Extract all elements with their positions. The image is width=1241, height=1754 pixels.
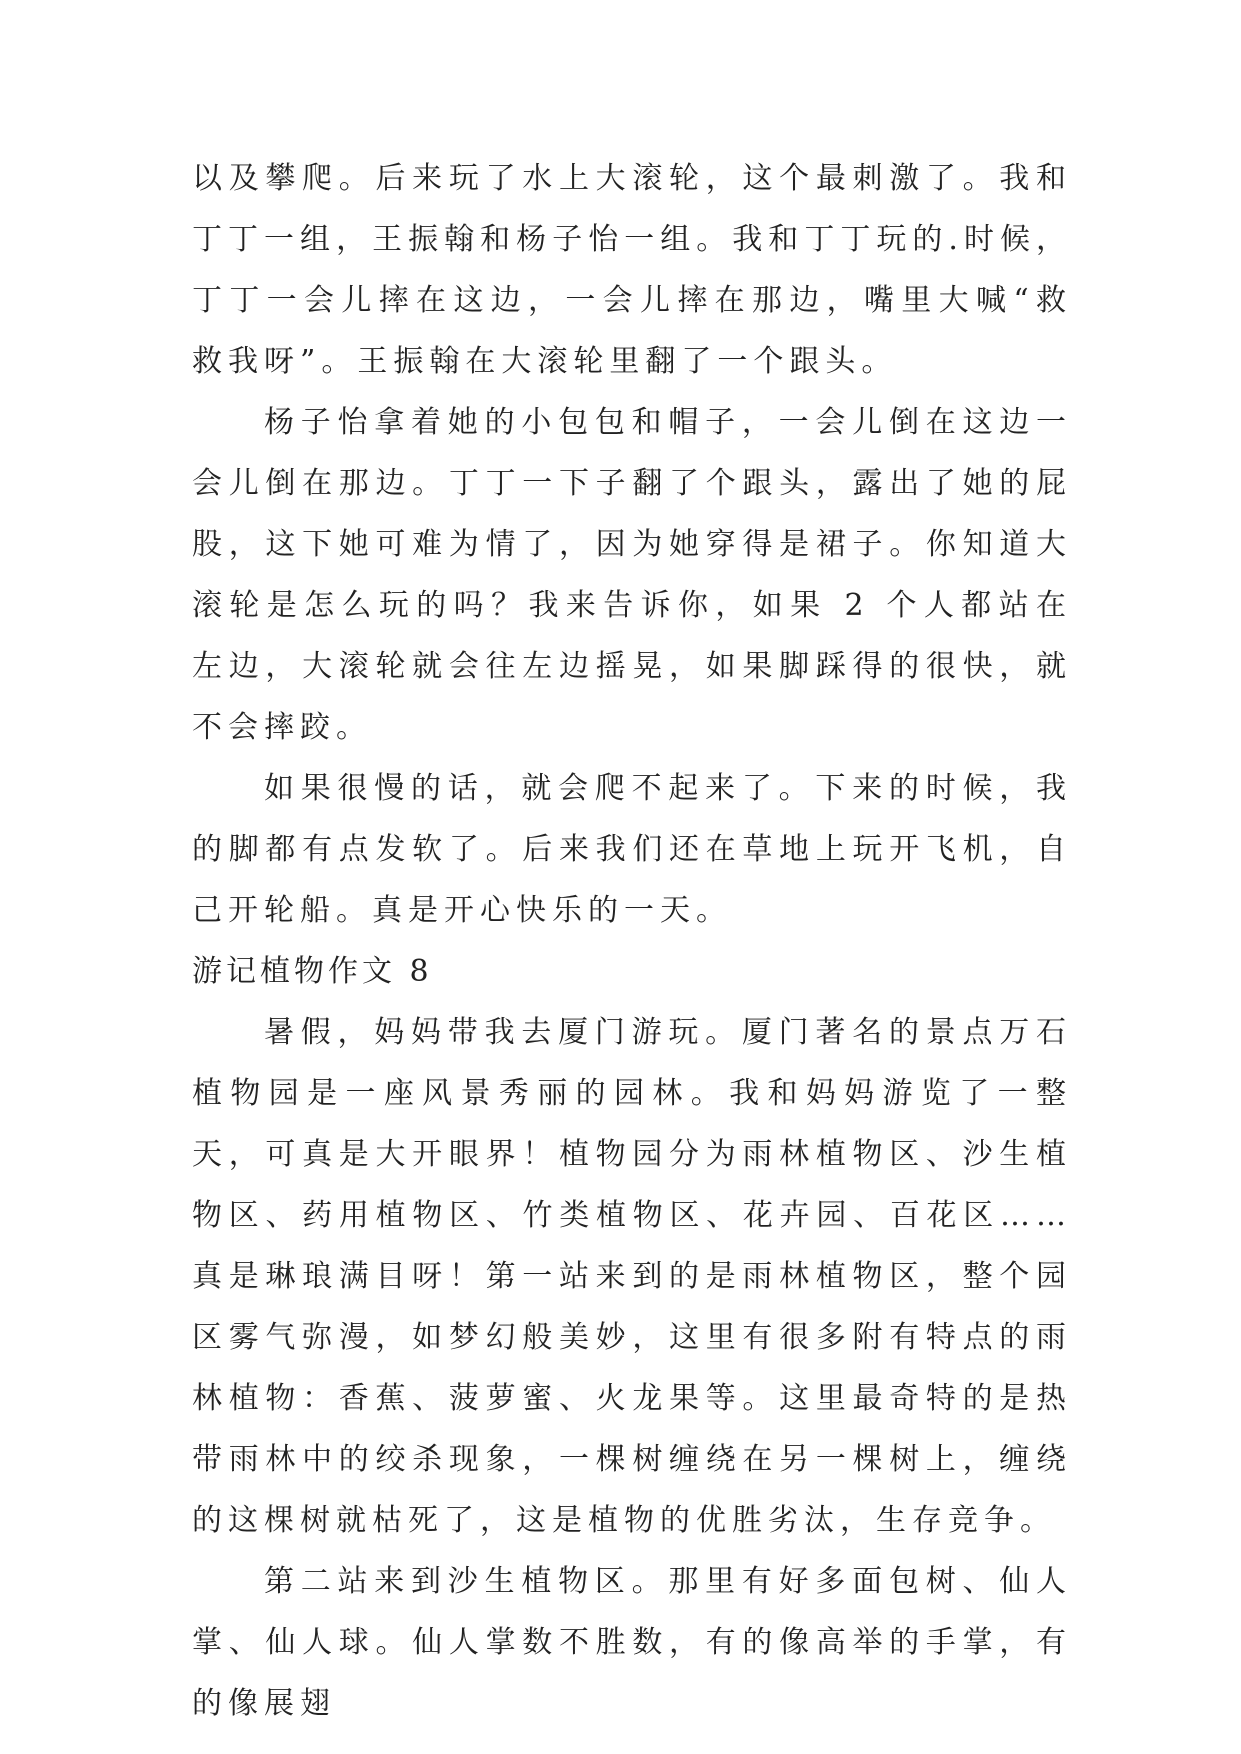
paragraph-5: 第二站来到沙生植物区。那里有好多面包树、仙人掌、仙人球。仙人掌数不胜数，有的像高举的手掌，有的像展翅: [192, 1564, 1072, 1721]
paragraph-4: 暑假，妈妈带我去厦门游玩。厦门著名的景点万石植物园是一座风景秀丽的园林。我和妈妈游览了一整天，可真是大开眼界！植物园分为雨林植物区、沙生植物区、药用植物区、竹类植物区、花卉园、百花区……真是琳琅满目呀！第一站来到的是雨林植物区，整个园区雾气弥漫，如梦幻般美妙，这里有很多附有特点的雨林植物：香蕉、菠萝蜜、火龙果等。这里最奇特的是热带雨林中的绞杀现象，一棵树缠绕在另一棵树上，缠绕的这棵树就枯死了，这是植物的优胜劣汰，生存竞争。: [192, 1015, 1072, 1538]
paragraph-3: 如果很慢的话，就会爬不起来了。下来的时候，我的脚都有点发软了。后来我们还在草地上玩开飞机，自己开轮船。真是开心快乐的一天。: [192, 771, 1072, 928]
section-heading: 游记植物作文 8: [192, 954, 433, 989]
paragraph-2: 杨子怡拿着她的小包包和帽子，一会儿倒在这边一会儿倒在那边。丁丁一下子翻了个跟头，露出了她的屁股，这下她可难为情了，因为她穿得是裙子。你知道大滚轮是怎么玩的吗？我来告诉你，如果 2 个人都站在左边，大滚轮就会往左边摇晃，如果脚踩得的很快，就不会摔跤。: [192, 405, 1072, 745]
paragraph-1: 以及攀爬。后来玩了水上大滚轮，这个最刺激了。我和丁丁一组，王振翰和杨子怡一组。我和丁丁玩的.时候，丁丁一会儿摔在这边，一会儿摔在那边，嘴里大喊“救救我呀”。王振翰在大滚轮里翻了一个跟头。: [192, 161, 1072, 379]
document-body: [192, 148, 1072, 1734]
